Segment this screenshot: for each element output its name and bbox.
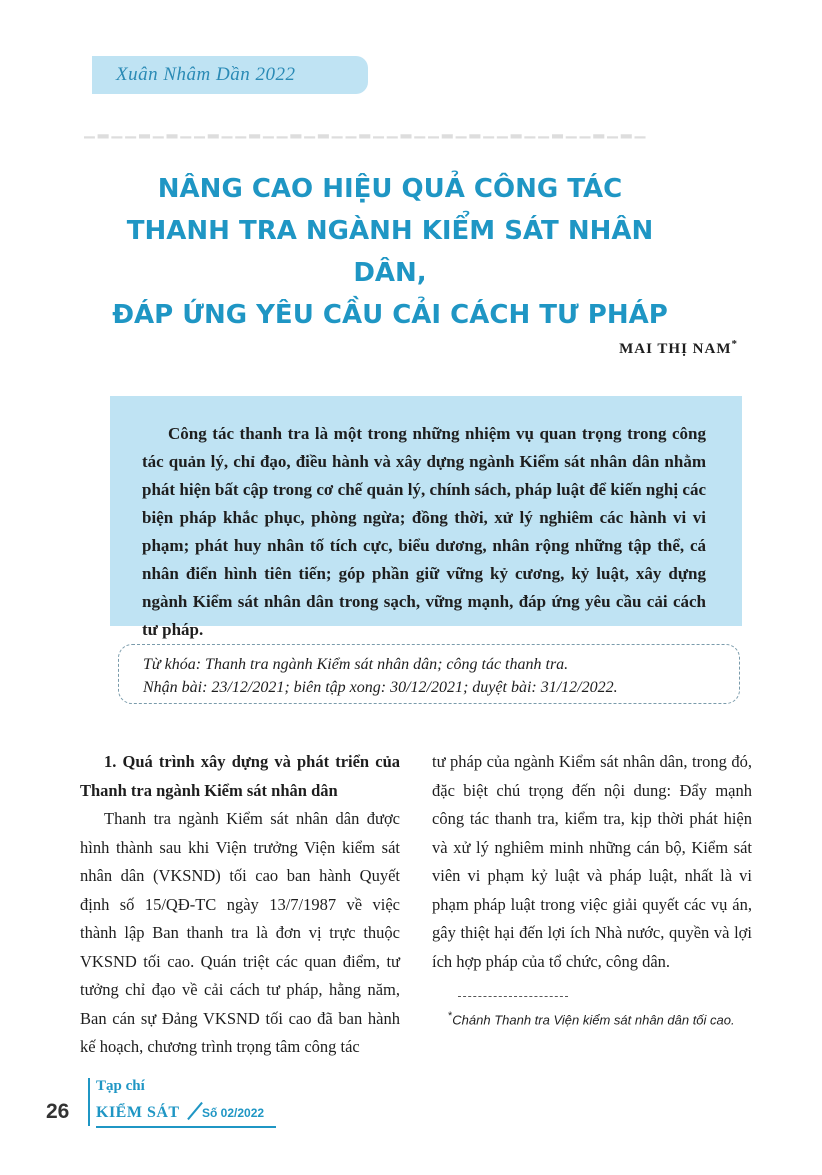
- title-line-2: THANH TRA NGÀNH KIỂM SÁT NHÂN DÂN,: [126, 216, 654, 288]
- keywords-line: Từ khóa: Thanh tra ngành Kiểm sát nhân dân; công tác thanh tra.: [143, 656, 569, 673]
- journal-name-line1: Tạp chí: [96, 1078, 145, 1094]
- footnote-divider: [458, 996, 568, 997]
- footnote-text: Chánh Thanh tra Viện kiểm sát nhân dân tối cao.: [452, 1012, 735, 1028]
- title-line-3: ĐÁP ỨNG YÊU CẦU CẢI CÁCH TƯ PHÁP: [112, 300, 668, 330]
- body-paragraph-right: tư pháp của ngành Kiểm sát nhân dân, trong đó, đặc biệt chú trọng đến nội dung: Đẩy mạnh công tác thanh tra, kiểm tra, kịp thời phát hiện và xử lý nghiêm minh những cán bộ, Kiểm sát viên vi phạm kỷ luật và pháp luật, nhất là vi phạm pháp luật trong việc giải quyết các vụ án, gây thiệt hại đến lợi ích Nhà nước, quyền và lợi ích hợp pháp của tổ chức, công dân.: [432, 752, 752, 971]
- keywords-box: [118, 644, 740, 704]
- abstract: [142, 420, 706, 644]
- journal-issue: Số 02/2022: [202, 1106, 265, 1120]
- author-byline: [619, 338, 738, 358]
- issue-banner: [92, 56, 368, 94]
- footnote: [448, 1006, 768, 1030]
- title-line-1: NÂNG CAO HIỆU QUẢ CÔNG TÁC: [157, 174, 623, 204]
- article-title: [110, 168, 670, 336]
- issue-banner-label: Xuân Nhâm Dần 2022: [116, 64, 296, 85]
- footer-rule: [96, 1126, 276, 1128]
- body-column-left: [80, 748, 400, 1062]
- body-column-right: [432, 748, 752, 976]
- section-heading: 1. Quá trình xây dựng và phát triển của Thanh tra ngành Kiểm sát nhân dân: [80, 752, 400, 800]
- footer-slash: [187, 1102, 203, 1120]
- footer-divider: [88, 1078, 90, 1126]
- journal-name-line2: KIỂM SÁT: [96, 1104, 180, 1121]
- dates-line: Nhận bài: 23/12/2021; biên tập xong: 30/12/2021; duyệt bài: 31/12/2022.: [143, 679, 618, 696]
- body-paragraph-left: Thanh tra ngành Kiểm sát nhân dân được hình thành sau khi Viện trưởng Viện kiểm sát nhân dân (VKSND) tối cao ban hành Quyết định số 15/QĐ-TC ngày 13/7/1987 về việc thành lập Ban thanh tra là đơn vị trực thuộc VKSND tối cao. Quán triệt các quan điểm, tư tưởng chỉ đạo về cải cách tư pháp, hằng năm, Ban cán sự Đảng VKSND tối cao đã ban hành kế hoạch, chương trình trọng tâm công tác: [80, 809, 400, 1056]
- author-footnote-mark: *: [731, 338, 738, 350]
- abstract-text: Công tác thanh tra là một trong những nhiệm vụ quan trọng trong công tác quản lý, chỉ đạo, điều hành và xây dựng ngành Kiểm sát nhân dân nhằm phát hiện bất cập trong cơ chế quản lý, chính sách, pháp luật để kiến nghị các biện pháp khắc phục, phòng ngừa; đồng thời, xử lý nghiêm các hành vi vi phạm; phát huy nhân tố tích cực, biểu dương, nhân rộng những tập thể, cá nhân điển hình tiên tiến; góp phần giữ vững kỷ cương, kỷ luật, xây dựng ngành Kiểm sát nhân dân trong sạch, vững mạnh, đáp ứng yêu cầu cải cách tư pháp.: [142, 424, 706, 639]
- author-name: MAI THỊ NAM: [619, 341, 732, 357]
- page-number: 26: [46, 1100, 70, 1123]
- bleed-through-texture: ▁▂▁▁▂▁▂▁▁▂▁▁▂▁▁▂▁▂▁▁▂▁▁▂▁▁▂▁▂▁▁▂▁▁▂▁▁▂▁▂▁: [84, 124, 649, 139]
- footnote-mark: *: [448, 1010, 453, 1022]
